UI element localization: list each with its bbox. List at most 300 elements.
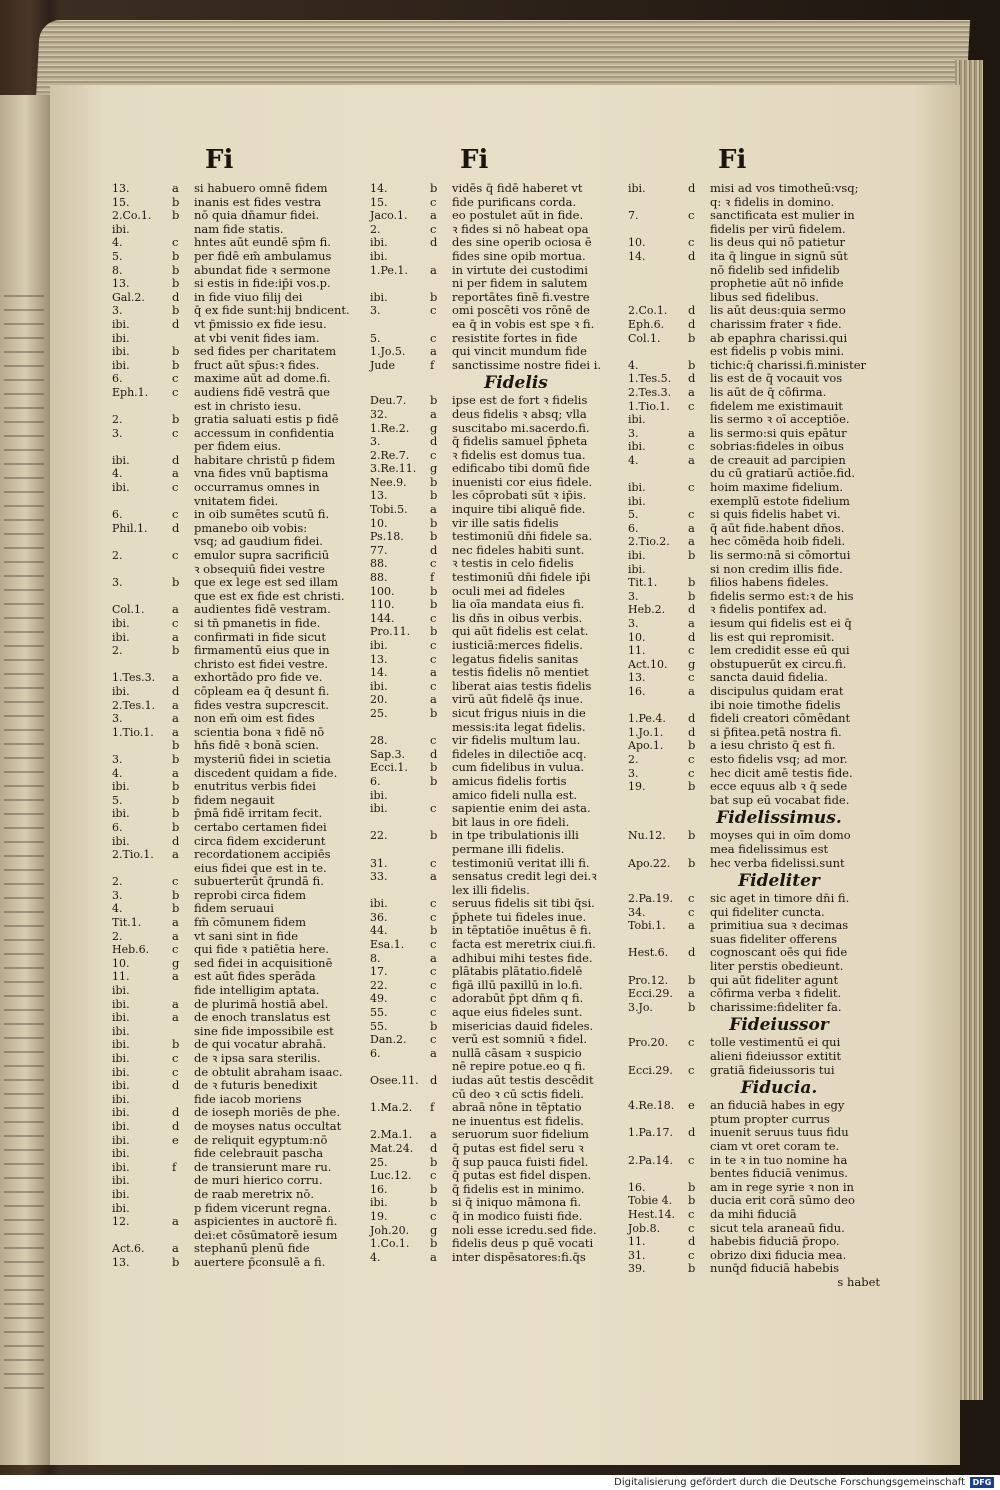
quotation-text: gratia saluati estis p fidē — [194, 412, 339, 427]
concordance-line — [112, 413, 370, 427]
citation-ref — [628, 467, 688, 481]
concordance-line — [370, 707, 622, 721]
concordance-line — [628, 345, 890, 359]
concordance-line — [370, 1020, 622, 1034]
quotation-text: messis:ita legat fidelis. — [452, 719, 586, 734]
citation-ref: 6. — [628, 521, 639, 535]
citation-ref: ibi. — [112, 780, 130, 794]
concordance-line — [370, 802, 622, 816]
citation-ref: ibi. — [628, 182, 646, 195]
column-middle — [370, 182, 622, 1264]
concordance-line — [112, 1093, 370, 1107]
quotation-text: ea q̄ in vobis est spe ꝛ fi. — [452, 316, 595, 331]
quotation-text: lis dn̄s in oibus verbis. — [452, 610, 583, 625]
quotation-text: vnitatem fidei. — [194, 493, 279, 508]
running-head-right: Fi — [718, 145, 747, 175]
section-letter: f — [430, 357, 435, 372]
section-letter: d — [430, 1073, 438, 1087]
citation-ref — [628, 960, 688, 974]
quotation-text: fruct aūt sp̄us:ꝛ fides. — [194, 357, 320, 372]
quotation-text: deus fidelis ꝛ absq; vlla — [452, 406, 587, 421]
concordance-line — [112, 753, 370, 767]
concordance-line — [370, 721, 622, 735]
quotation-text: mysteriū fidei in scietia — [194, 751, 331, 766]
citation-ref: 3. — [112, 752, 123, 766]
concordance-line — [370, 223, 622, 237]
citation-ref — [628, 223, 688, 237]
concordance-line — [112, 943, 370, 957]
quotation-text: si q̄ iniquo māmona fi. — [452, 1195, 582, 1210]
section-letter: a — [172, 602, 179, 617]
section-letter: b — [688, 972, 696, 987]
section-letter — [172, 862, 194, 876]
concordance-line — [112, 440, 370, 454]
citation-ref: ibi. — [112, 1065, 130, 1079]
section-letter: c — [430, 330, 437, 345]
quotation-text: am in rege syrie ꝛ non in — [710, 1179, 854, 1194]
section-letter: a — [172, 915, 179, 930]
section-letter: b — [172, 751, 180, 766]
section-letter: d — [688, 629, 696, 644]
quotation-text: nam fide statis. — [194, 221, 284, 236]
section-letter — [172, 440, 194, 454]
section-letter — [430, 789, 452, 803]
section-letter: b — [688, 575, 696, 590]
citation-ref: 2.Co.1. — [628, 304, 668, 318]
citation-ref: ibi. — [112, 1119, 130, 1133]
citation-ref: 6. — [112, 372, 123, 386]
citation-ref: ibi. — [112, 1038, 130, 1052]
citation-ref — [370, 884, 430, 898]
quotation-text: vir fidelis multum lau. — [452, 733, 581, 748]
section-letter: b — [172, 901, 180, 916]
section-letter — [688, 467, 710, 481]
citation-ref — [628, 933, 688, 947]
citation-ref: 2.Pa.19. — [628, 892, 673, 906]
section-letter — [172, 400, 194, 414]
section-letter: d — [430, 746, 438, 761]
section-letter: d — [172, 1078, 180, 1093]
quotation-text: libus sed fidelibus. — [710, 289, 819, 304]
section-letter: c — [430, 964, 437, 979]
concordance-line — [628, 987, 890, 1001]
quotation-text: maxime aūt ad dome.fi. — [194, 371, 331, 386]
concordance-line — [112, 250, 370, 264]
concordance-line — [370, 449, 622, 463]
quotation-text: q̄ fidelis samuel p̄pheta — [452, 434, 588, 449]
section-letter: d — [172, 833, 180, 848]
quotation-text: lex illi fidelis. — [452, 882, 530, 897]
quotation-text: hoim maxime fidelium. — [710, 480, 844, 495]
concordance-line — [370, 829, 622, 843]
section-letter: b — [430, 923, 438, 938]
concordance-line — [628, 631, 890, 645]
concordance-line — [628, 1140, 890, 1154]
concordance-line — [112, 794, 370, 808]
quotation-text: fides sine opib mortua. — [452, 248, 586, 263]
quotation-text: abraā nōne in tēptatio — [452, 1100, 582, 1115]
citation-ref — [628, 699, 688, 713]
running-head-middle: Fi — [460, 145, 489, 175]
citation-ref: ibi. — [112, 317, 130, 331]
citation-ref: 2.Tio.1. — [112, 848, 154, 862]
section-letter — [172, 1202, 194, 1216]
citation-ref: 11. — [628, 644, 646, 658]
quotation-text: resistite fortes in fide — [452, 330, 578, 345]
concordance-line — [628, 590, 890, 604]
section-letter: c — [430, 638, 437, 652]
quotation-text: omi poscēti vos rōnē de — [452, 303, 590, 318]
section-letter: c — [172, 235, 179, 250]
concordance-line — [628, 658, 890, 672]
concordance-line — [112, 780, 370, 794]
section-letter: b — [430, 597, 438, 612]
quotation-text: plātabis plātatio.fidelē — [452, 964, 583, 979]
concordance-line — [370, 1169, 622, 1183]
citation-ref: 3. — [112, 576, 123, 590]
citation-ref: ibi. — [112, 1011, 130, 1025]
concordance-line — [628, 427, 890, 441]
section-letter: a — [430, 1249, 437, 1264]
citation-ref: 1.Tes.3. — [112, 671, 156, 685]
citation-ref: Pro.11. — [370, 625, 411, 639]
concordance-line — [370, 530, 622, 544]
quotation-text: testimoniū dn̄i fidele sa. — [452, 529, 593, 544]
citation-ref: ibi. — [370, 897, 388, 911]
concordance-line — [112, 332, 370, 346]
section-letter: b — [688, 828, 696, 843]
quotation-text: les cōprobati sūt ꝛ ip̄is. — [452, 488, 587, 503]
citation-ref: ibi. — [112, 684, 130, 698]
quotation-text: aque eius fideles sunt. — [452, 1005, 583, 1020]
quotation-text: qui vincit mundum fide — [452, 344, 587, 359]
concordance-line — [370, 1224, 622, 1238]
section-letter — [688, 563, 710, 577]
concordance-line — [628, 919, 890, 933]
section-letter: b — [172, 344, 180, 359]
quotation-text: ab epaphra charissi.qui — [710, 330, 848, 345]
section-letter: d — [688, 371, 696, 386]
concordance-line — [628, 535, 890, 549]
citation-ref: Heb.6. — [112, 943, 150, 957]
section-letter: g — [430, 1222, 438, 1237]
concordance-line — [112, 522, 370, 536]
section-letter: f — [430, 1100, 435, 1115]
section-letter — [172, 590, 194, 604]
citation-ref: 2.Re.7. — [370, 448, 410, 462]
citation-ref: Nee.9. — [370, 475, 407, 489]
citation-ref: 1.Ma.2. — [370, 1101, 413, 1115]
citation-ref — [112, 400, 172, 414]
citation-ref: 2. — [628, 752, 639, 766]
concordance-line — [370, 1006, 622, 1020]
citation-ref: Tobi.1. — [628, 919, 666, 933]
section-letter — [688, 933, 710, 947]
citation-ref: 31. — [628, 1248, 646, 1262]
concordance-line — [112, 998, 370, 1012]
quotation-text: virū aūt fidelē q̄s inue. — [452, 692, 584, 707]
quotation-text: q: ꝛ fidelis in domino. — [710, 194, 835, 209]
citation-ref: 8. — [112, 263, 123, 277]
citation-ref: 3. — [112, 304, 123, 318]
section-letter — [172, 223, 194, 237]
section-letter: a — [688, 986, 695, 1001]
quotation-text: suas fideliter offerens — [710, 931, 838, 946]
section-letter: d — [688, 602, 696, 617]
quotation-text: de plurimā hostiā abel. — [194, 996, 329, 1011]
section-letter: c — [430, 651, 437, 666]
section-letter — [430, 277, 452, 291]
concordance-line — [628, 1249, 890, 1263]
concordance-line — [628, 739, 890, 753]
quotation-text: q̄ in modico fuisti fide. — [452, 1208, 583, 1223]
quotation-text: sobrias:fideles in oibus — [710, 439, 844, 454]
quotation-text: nō fidelib sed infidelib — [710, 262, 840, 277]
section-letter — [430, 721, 452, 735]
column-left — [112, 182, 370, 1270]
section-letter: f — [430, 570, 435, 585]
quotation-text: fidelem me existimauit — [710, 398, 843, 413]
section-letter: e — [172, 1132, 179, 1147]
concordance-line — [112, 603, 370, 617]
concordance-line — [370, 408, 622, 422]
citation-ref: Col.1. — [112, 603, 145, 617]
citation-ref: 1.Tio.1. — [628, 399, 670, 413]
section-letter: a — [172, 1241, 179, 1256]
concordance-line — [112, 400, 370, 414]
section-letter — [688, 264, 710, 278]
quotation-text: q̄ fidelis est in minimo. — [452, 1181, 585, 1196]
section-letter: a — [172, 711, 179, 726]
section-letter: b — [172, 819, 180, 834]
concordance-line — [628, 726, 890, 740]
quotation-text: hn̄s fidē ꝛ bonā scien. — [194, 738, 320, 753]
quotation-text: fideli creatori cōmēdant — [710, 711, 851, 726]
citation-ref: 4. — [628, 453, 639, 467]
section-letter: b — [172, 792, 180, 807]
section-letter — [688, 1167, 710, 1181]
quotation-text: enutritus verbis fidei — [194, 779, 316, 794]
section-letter: a — [172, 629, 179, 644]
concordance-line — [112, 1134, 370, 1148]
concordance-line — [112, 1229, 370, 1243]
quotation-text: liberat aias testis fidelis — [452, 678, 592, 693]
concordance-line — [370, 789, 622, 803]
quotation-text: audiens fidē vestrā que — [194, 384, 330, 399]
concordance-line — [112, 182, 370, 196]
citation-ref: 19. — [370, 1209, 388, 1223]
quotation-text: ꝛ fidelis pontifex ad. — [710, 602, 827, 617]
citation-ref: Apo.1. — [628, 739, 664, 753]
concordance-line — [112, 304, 370, 318]
quotation-text: p̄phete tui fideles inue. — [452, 909, 587, 924]
concordance-line — [112, 712, 370, 726]
concordance-line — [112, 467, 370, 481]
citation-ref — [628, 196, 688, 210]
quotation-text: non em̄ oim est fides — [194, 711, 315, 726]
citation-ref: Jaco.1. — [370, 209, 408, 223]
quotation-text: tolle vestimentū ei qui — [710, 1035, 841, 1050]
quotation-text: filios habens fideles. — [710, 575, 829, 590]
section-letter: b — [172, 1254, 180, 1269]
quotation-text: ꝛ testis in celo fidelis — [452, 556, 574, 571]
concordance-line — [370, 992, 622, 1006]
quotation-text: obstupuerūt ex circu.fi. — [710, 656, 847, 671]
concordance-line — [628, 1167, 890, 1181]
citation-ref: ibi. — [112, 984, 130, 998]
citation-ref: 3. — [370, 435, 381, 449]
section-letter: a — [430, 1045, 437, 1060]
quotation-text: inuenit seruus tuus fidu — [710, 1125, 849, 1140]
section-letter: c — [688, 1220, 695, 1235]
concordance-line — [628, 671, 890, 685]
quotation-text: subuerterūt q̄rundā fi. — [194, 874, 324, 889]
citation-ref: Pro.20. — [628, 1036, 669, 1050]
section-letter: a — [688, 520, 695, 535]
left-page-sliver — [0, 95, 50, 1465]
concordance-line — [112, 1174, 370, 1188]
concordance-line — [370, 1060, 622, 1074]
section-letter — [430, 1115, 452, 1129]
citation-ref: 13. — [112, 277, 130, 291]
concordance-line — [112, 930, 370, 944]
section-letter: c — [430, 678, 437, 693]
citation-ref: 77. — [370, 543, 388, 557]
section-letter: c — [688, 670, 695, 685]
concordance-line — [370, 359, 622, 373]
quotation-text: recordationem accipiēs — [194, 847, 331, 862]
section-letter: b — [430, 583, 438, 598]
quotation-text: ꝛ obsequiū fidei vestre — [194, 561, 325, 576]
quotation-text: permane illi fidelis. — [452, 841, 565, 856]
citation-ref: 6. — [112, 508, 123, 522]
quotation-text: fide iacob moriens — [194, 1091, 302, 1106]
citation-ref: 2. — [112, 549, 123, 563]
section-letter: b — [172, 412, 180, 427]
citation-ref: Luc.12. — [370, 1169, 412, 1183]
citation-ref: 10. — [628, 236, 646, 250]
quotation-text: misericias dauid fideles. — [452, 1018, 594, 1033]
citation-ref — [628, 1050, 688, 1064]
concordance-line — [112, 970, 370, 984]
section-letter: b — [172, 575, 180, 590]
concordance-line — [112, 481, 370, 495]
quotation-text: ecce equus alb ꝛ q̄ sede — [710, 779, 848, 794]
citation-ref — [370, 1060, 430, 1074]
concordance-line — [112, 236, 370, 250]
citation-ref — [628, 1113, 688, 1127]
quotation-text: adhibui mihi testes fide. — [452, 950, 593, 965]
quotation-text: moyses qui in oīm domo — [710, 828, 851, 843]
quotation-text: fide intelligim aptata. — [194, 983, 320, 998]
concordance-line — [112, 1120, 370, 1134]
concordance-line — [112, 576, 370, 590]
column-right — [628, 182, 890, 1290]
section-letter: b — [688, 330, 696, 345]
citation-ref: ibi. — [628, 562, 646, 576]
concordance-line — [112, 1256, 370, 1270]
citation-ref: 1.Pe.1. — [370, 263, 408, 277]
section-letter: c — [430, 896, 437, 911]
citation-ref: ibi. — [112, 481, 130, 495]
quotation-text: ibi noie timothe fidelis — [710, 697, 841, 712]
section-letter — [172, 984, 194, 998]
citation-ref — [628, 345, 688, 359]
concordance-line — [628, 495, 890, 509]
concordance-line — [628, 1181, 890, 1195]
citation-ref — [112, 563, 172, 577]
section-letter: b — [172, 887, 180, 902]
concordance-line — [112, 835, 370, 849]
section-letter — [688, 291, 710, 305]
citation-ref: 6. — [370, 1046, 381, 1060]
citation-ref: ibi. — [370, 788, 388, 802]
citation-ref: 5. — [112, 249, 123, 263]
section-letter: a — [172, 847, 179, 862]
citation-ref — [628, 264, 688, 278]
quotation-text: sancta dauid fidelia. — [710, 670, 828, 685]
quotation-text: q̄ putas est fidel seru ꝛ — [452, 1140, 584, 1155]
concordance-line — [628, 522, 890, 536]
quotation-text: habebis fiduciā p̄ropo. — [710, 1234, 840, 1249]
concordance-line — [370, 557, 622, 571]
quotation-text: christo est fidei vestre. — [194, 656, 329, 671]
concordance-line — [112, 1025, 370, 1039]
quotation-text: de muri hierico corru. — [194, 1173, 323, 1188]
citation-ref: ibi. — [112, 1133, 130, 1147]
section-letter: c — [430, 194, 437, 209]
concordance-line — [628, 685, 890, 699]
quotation-text: cōfirma verba ꝛ fidelit. — [710, 986, 842, 1001]
section-letter: b — [172, 303, 180, 318]
section-letter: a — [172, 1010, 179, 1025]
concordance-line — [112, 508, 370, 522]
section-letter: c — [430, 733, 437, 748]
quotation-text: de ꝛ futuris benedixit — [194, 1078, 318, 1093]
section-letter: b — [688, 588, 696, 603]
citation-ref: 3. — [628, 426, 639, 440]
concordance-line — [112, 223, 370, 237]
section-letter: c — [430, 937, 437, 952]
concordance-line — [628, 250, 890, 264]
section-letter — [172, 1174, 194, 1188]
section-letter: a — [172, 697, 179, 712]
quotation-text: verū est somniū ꝛ fidel. — [452, 1032, 588, 1047]
citation-ref: 3. — [370, 304, 381, 318]
section-letter — [688, 277, 710, 291]
citation-ref: 8. — [370, 951, 381, 965]
quotation-text: ꝛ fidelis est domus tua. — [452, 447, 586, 462]
quotation-text: legatus fidelis sanitas — [452, 651, 579, 666]
section-letter: b — [688, 1193, 696, 1208]
concordance-line — [112, 1215, 370, 1229]
citation-ref: 2. — [370, 222, 381, 236]
concordance-line — [112, 1188, 370, 1202]
citation-ref: 2.Tio.2. — [628, 535, 670, 549]
citation-ref: Col.1. — [628, 331, 661, 345]
section-letter: c — [688, 1062, 695, 1077]
concordance-line — [112, 631, 370, 645]
quotation-text: de enoch translatus est — [194, 1010, 331, 1025]
section-letter: d — [430, 434, 438, 449]
citation-ref: 3. — [628, 589, 639, 603]
section-letter: b — [430, 474, 438, 489]
section-letter: b — [688, 548, 696, 563]
concordance-line — [370, 1047, 622, 1061]
section-letter — [688, 843, 710, 857]
concordance-line — [628, 182, 890, 196]
citation-ref: ibi. — [112, 1187, 130, 1201]
